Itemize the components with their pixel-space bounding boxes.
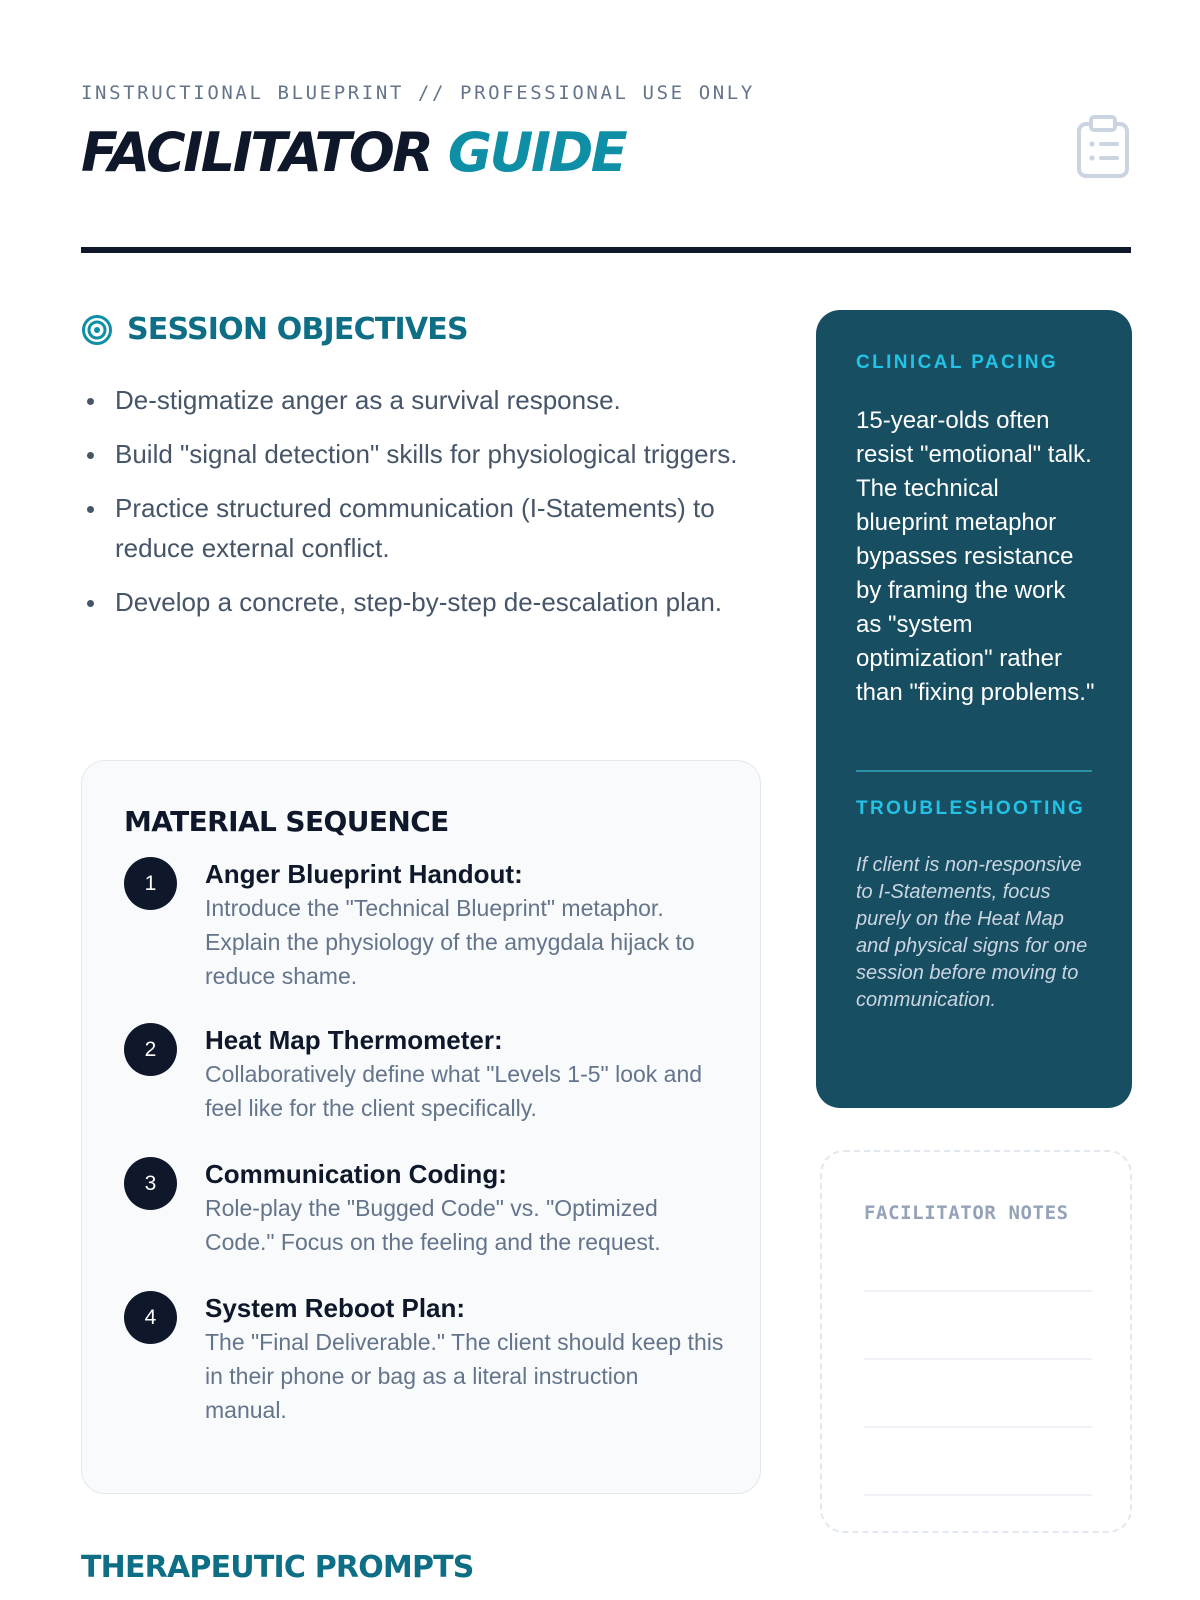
list-item: De-stigmatize anger as a survival response. [81,380,761,420]
note-line [864,1358,1092,1360]
list-item: Practice structured communication (I-Statements) to reduce external conflict. [81,488,761,568]
objectives-list [81,380,761,636]
step-description: Role-play the "Bugged Code" vs. "Optimized Code." Focus on the feeling and the request. [205,1195,661,1255]
header-divider [81,247,1131,253]
step-title: Anger Blueprint Handout: [205,859,523,889]
list-item: Build "signal detection" skills for physiological triggers. [81,434,761,474]
step-number-badge: 4 [124,1291,177,1344]
title-part-facilitator: FACILITATOR [81,121,432,184]
step-title: System Reboot Plan: [205,1293,466,1323]
step-number-badge: 2 [124,1023,177,1076]
facilitator-notes-card[interactable] [820,1150,1132,1533]
header [81,78,1131,258]
page-title [81,118,625,188]
clipboard-icon [1075,114,1131,180]
title-part-guide: GUIDE [447,121,626,184]
troubleshooting-label: TROUBLESHOOTING [856,798,1086,819]
step-description: Collaboratively define what "Levels 1-5" look and feel like for the client specifically. [205,1061,703,1121]
troubleshooting-text: If client is non-responsive to I-Statements, focus purely on the Heat Map and physical signs for one session before moving to communication. [856,854,1088,1011]
step-description: Introduce the "Technical Blueprint" metaphor. Explain the physiology of the amygdala hijack to reduce shame. [205,895,695,989]
sequence-title: MATERIAL SEQUENCE [124,805,449,838]
objectives-title: SESSION OBJECTIVES [127,312,468,347]
note-line [864,1494,1092,1496]
eyebrow-text: INSTRUCTIONAL BLUEPRINT // PROFESSIONAL USE ONLY [81,82,755,104]
step-description: The "Final Deliverable." The client should keep this in their phone or bag as a literal instruction manual. [205,1329,724,1423]
clinical-pacing-card [816,310,1132,1108]
sidebar-divider [856,770,1092,772]
note-line [864,1426,1092,1428]
step-number-badge: 3 [124,1157,177,1210]
step-title: Communication Coding: [205,1159,507,1189]
step-number-badge: 1 [124,857,177,910]
clinical-pacing-text: 15-year-olds often resist "emotional" talk. The technical blueprint metaphor bypasses resistance by framing the work as "system optimization" rather than "fixing problems." [856,407,1095,706]
note-line [864,1290,1092,1292]
target-icon [81,314,113,346]
objectives-heading [81,312,468,347]
therapeutic-prompts-title: THERAPEUTIC PROMPTS [81,1550,474,1585]
material-sequence-card [81,760,761,1494]
facilitator-notes-label: FACILITATOR NOTES [864,1202,1069,1224]
list-item: Develop a concrete, step-by-step de-escalation plan. [81,582,761,622]
clinical-pacing-label: CLINICAL PACING [856,352,1059,373]
step-title: Heat Map Thermometer: [205,1025,503,1055]
